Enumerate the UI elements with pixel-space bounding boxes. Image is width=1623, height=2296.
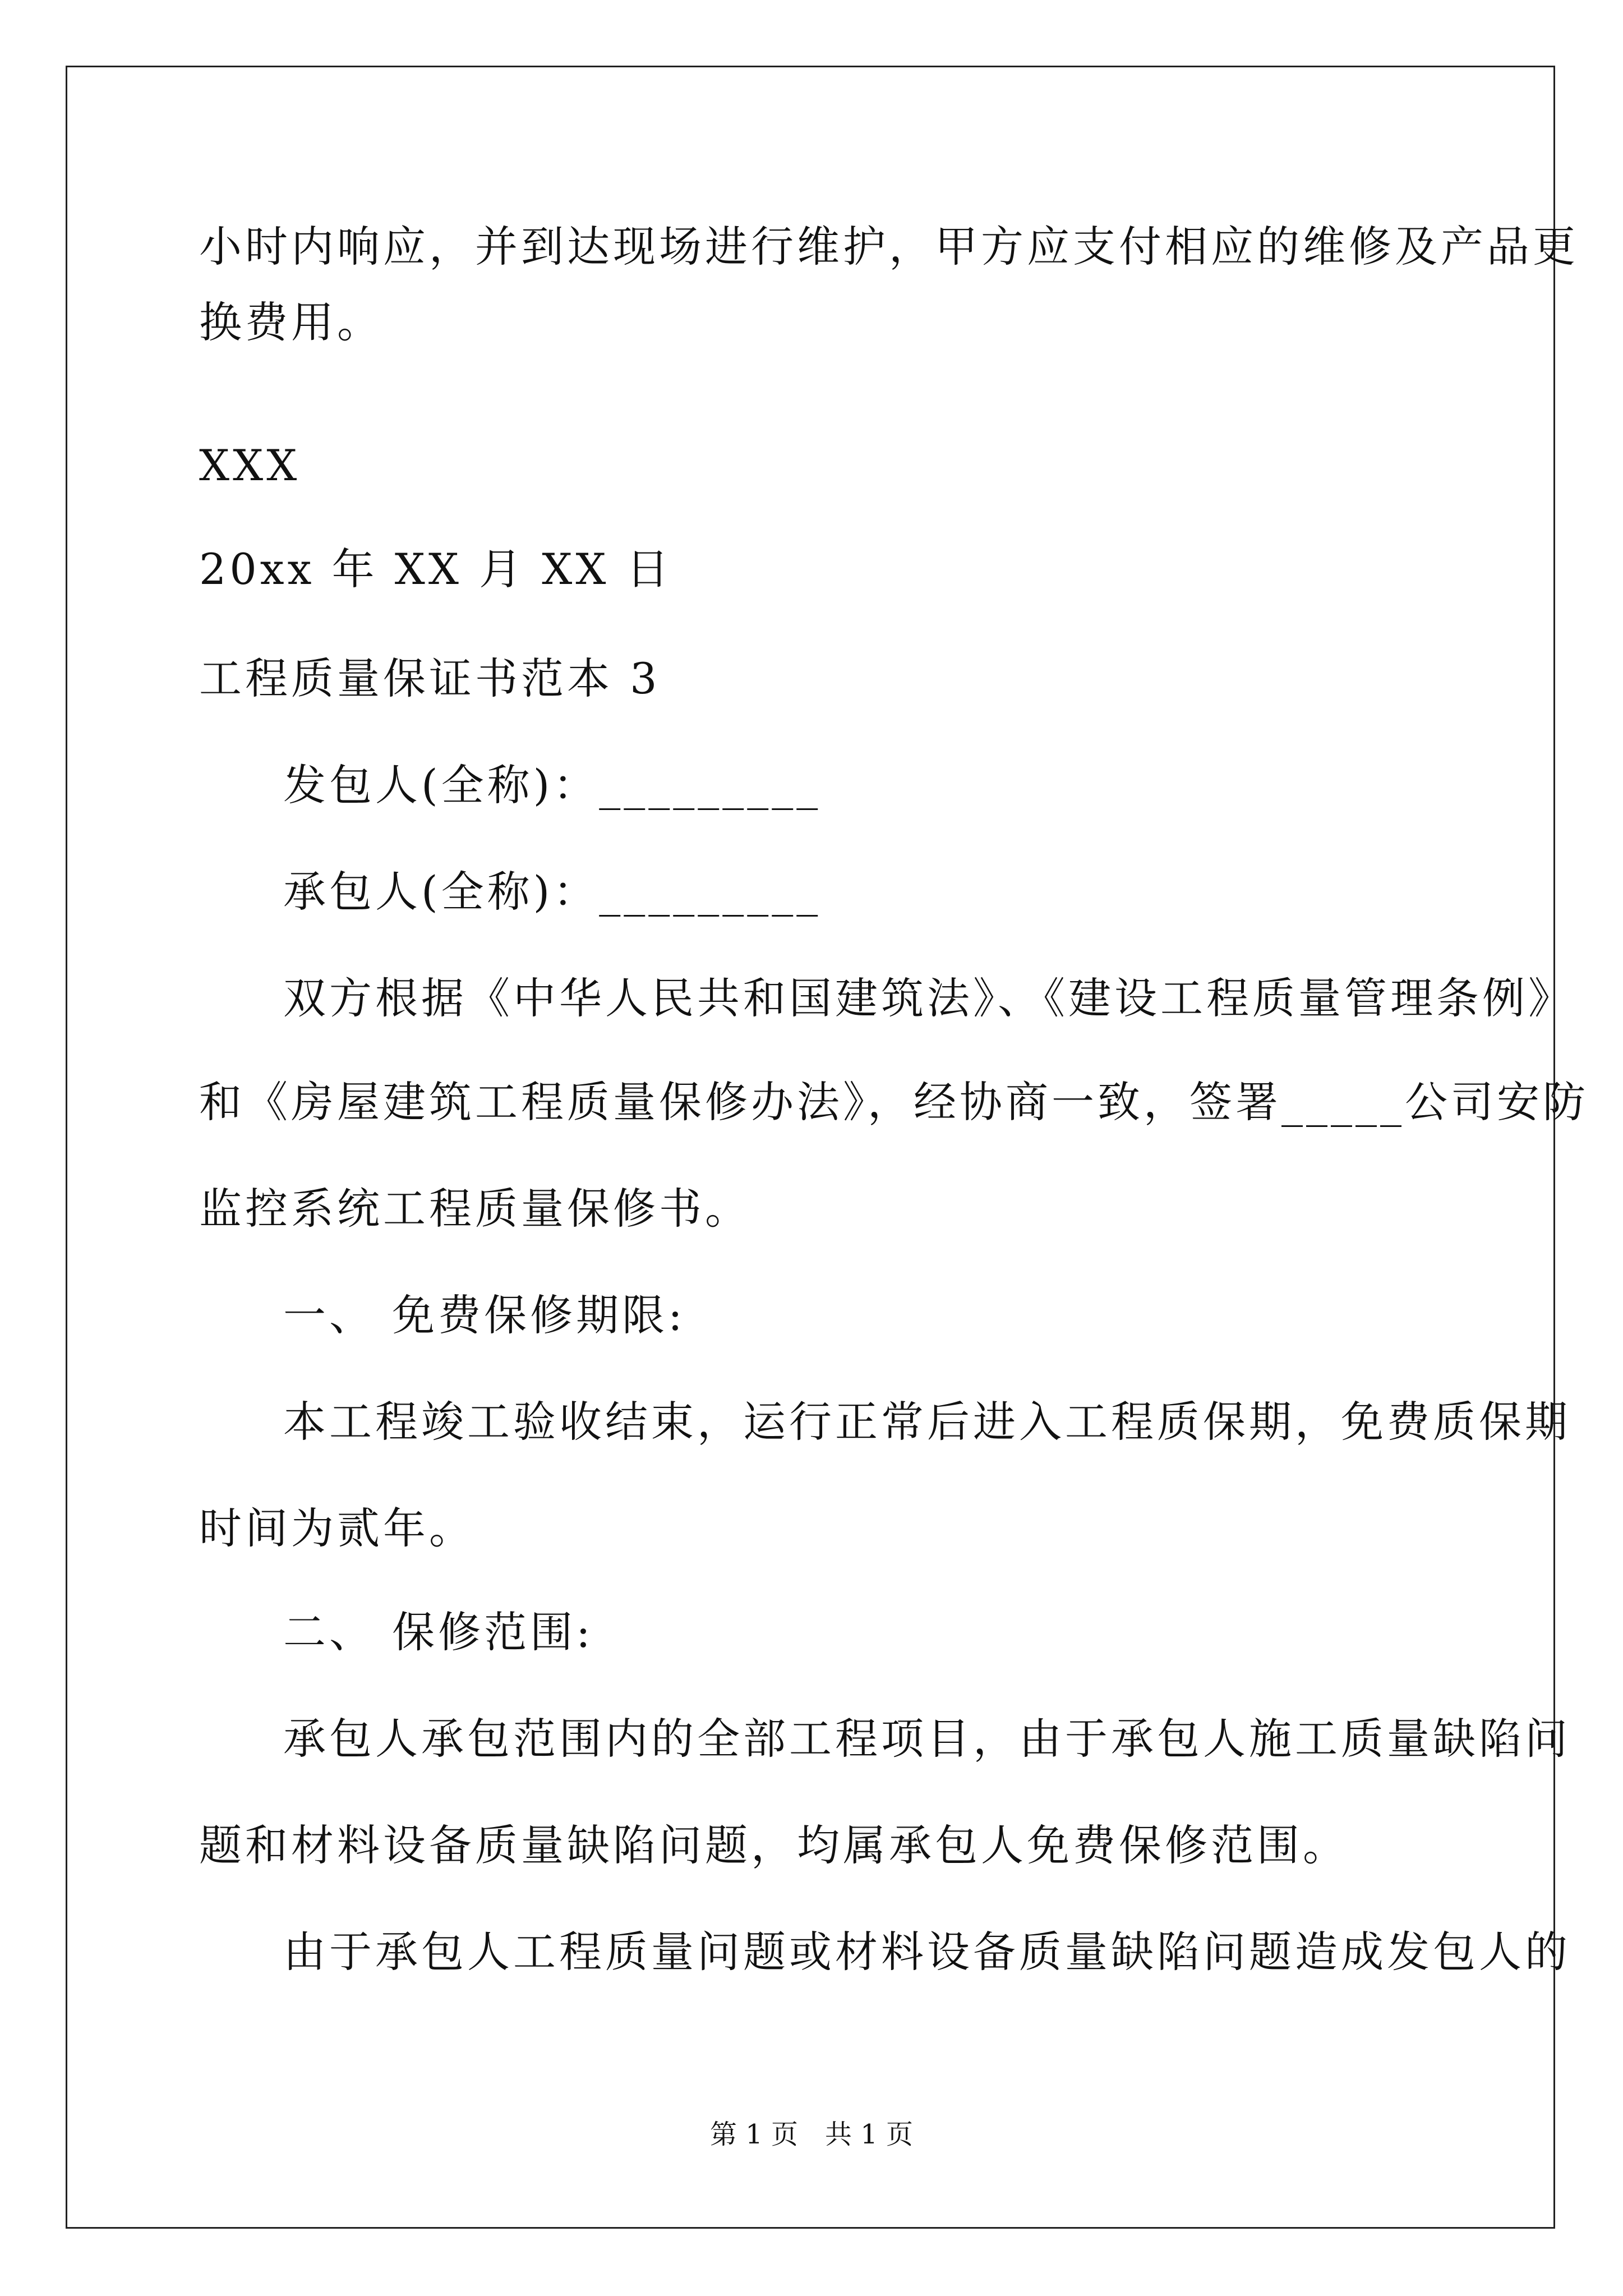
page-border xyxy=(66,66,1555,2229)
section-title: 工程质量保证书范本 3 xyxy=(199,654,661,703)
body-line: 双方根据《中华人民共和国建筑法》、《建设工程质量管理条例》 xyxy=(283,973,1574,1023)
body-line: 题和材料设备质量缺陷问题，均属承包人免费保修范围。 xyxy=(199,1820,1349,1870)
employer-field: 发包人(全称)：_________ xyxy=(283,760,822,810)
body-line: 小时内响应，并到达现场进行维护，甲方应支付相应的维修及产品更 xyxy=(199,222,1579,272)
body-line: 承包人承包范围内的全部工程项目，由于承包人施工质量缺陷问 xyxy=(283,1714,1571,1764)
signature-date: 20xx 年 XX 月 XX 日 xyxy=(199,544,672,594)
body-line: 本工程竣工验收结束，运行正常后进入工程质保期，免费质保期 xyxy=(283,1397,1571,1447)
page-footer: 第 1 页 共 1 页 xyxy=(709,2119,914,2150)
clause-heading: 二、 保修范围: xyxy=(283,1607,594,1657)
body-line: 时间为贰年。 xyxy=(199,1503,475,1553)
contractor-field: 承包人(全称)：_________ xyxy=(283,867,822,917)
body-line: 和《房屋建筑工程质量保修办法》，经协商一致，签署_____公司安防 xyxy=(199,1077,1589,1127)
signature-name: XXX xyxy=(199,440,301,490)
body-line: 由于承包人工程质量问题或材料设备质量缺陷问题造成发包人的 xyxy=(283,1927,1571,1977)
body-line: 监控系统工程质量保修书。 xyxy=(199,1184,751,1234)
clause-heading: 一、 免费保修期限: xyxy=(283,1290,686,1340)
body-line: 换费用。 xyxy=(199,297,383,347)
